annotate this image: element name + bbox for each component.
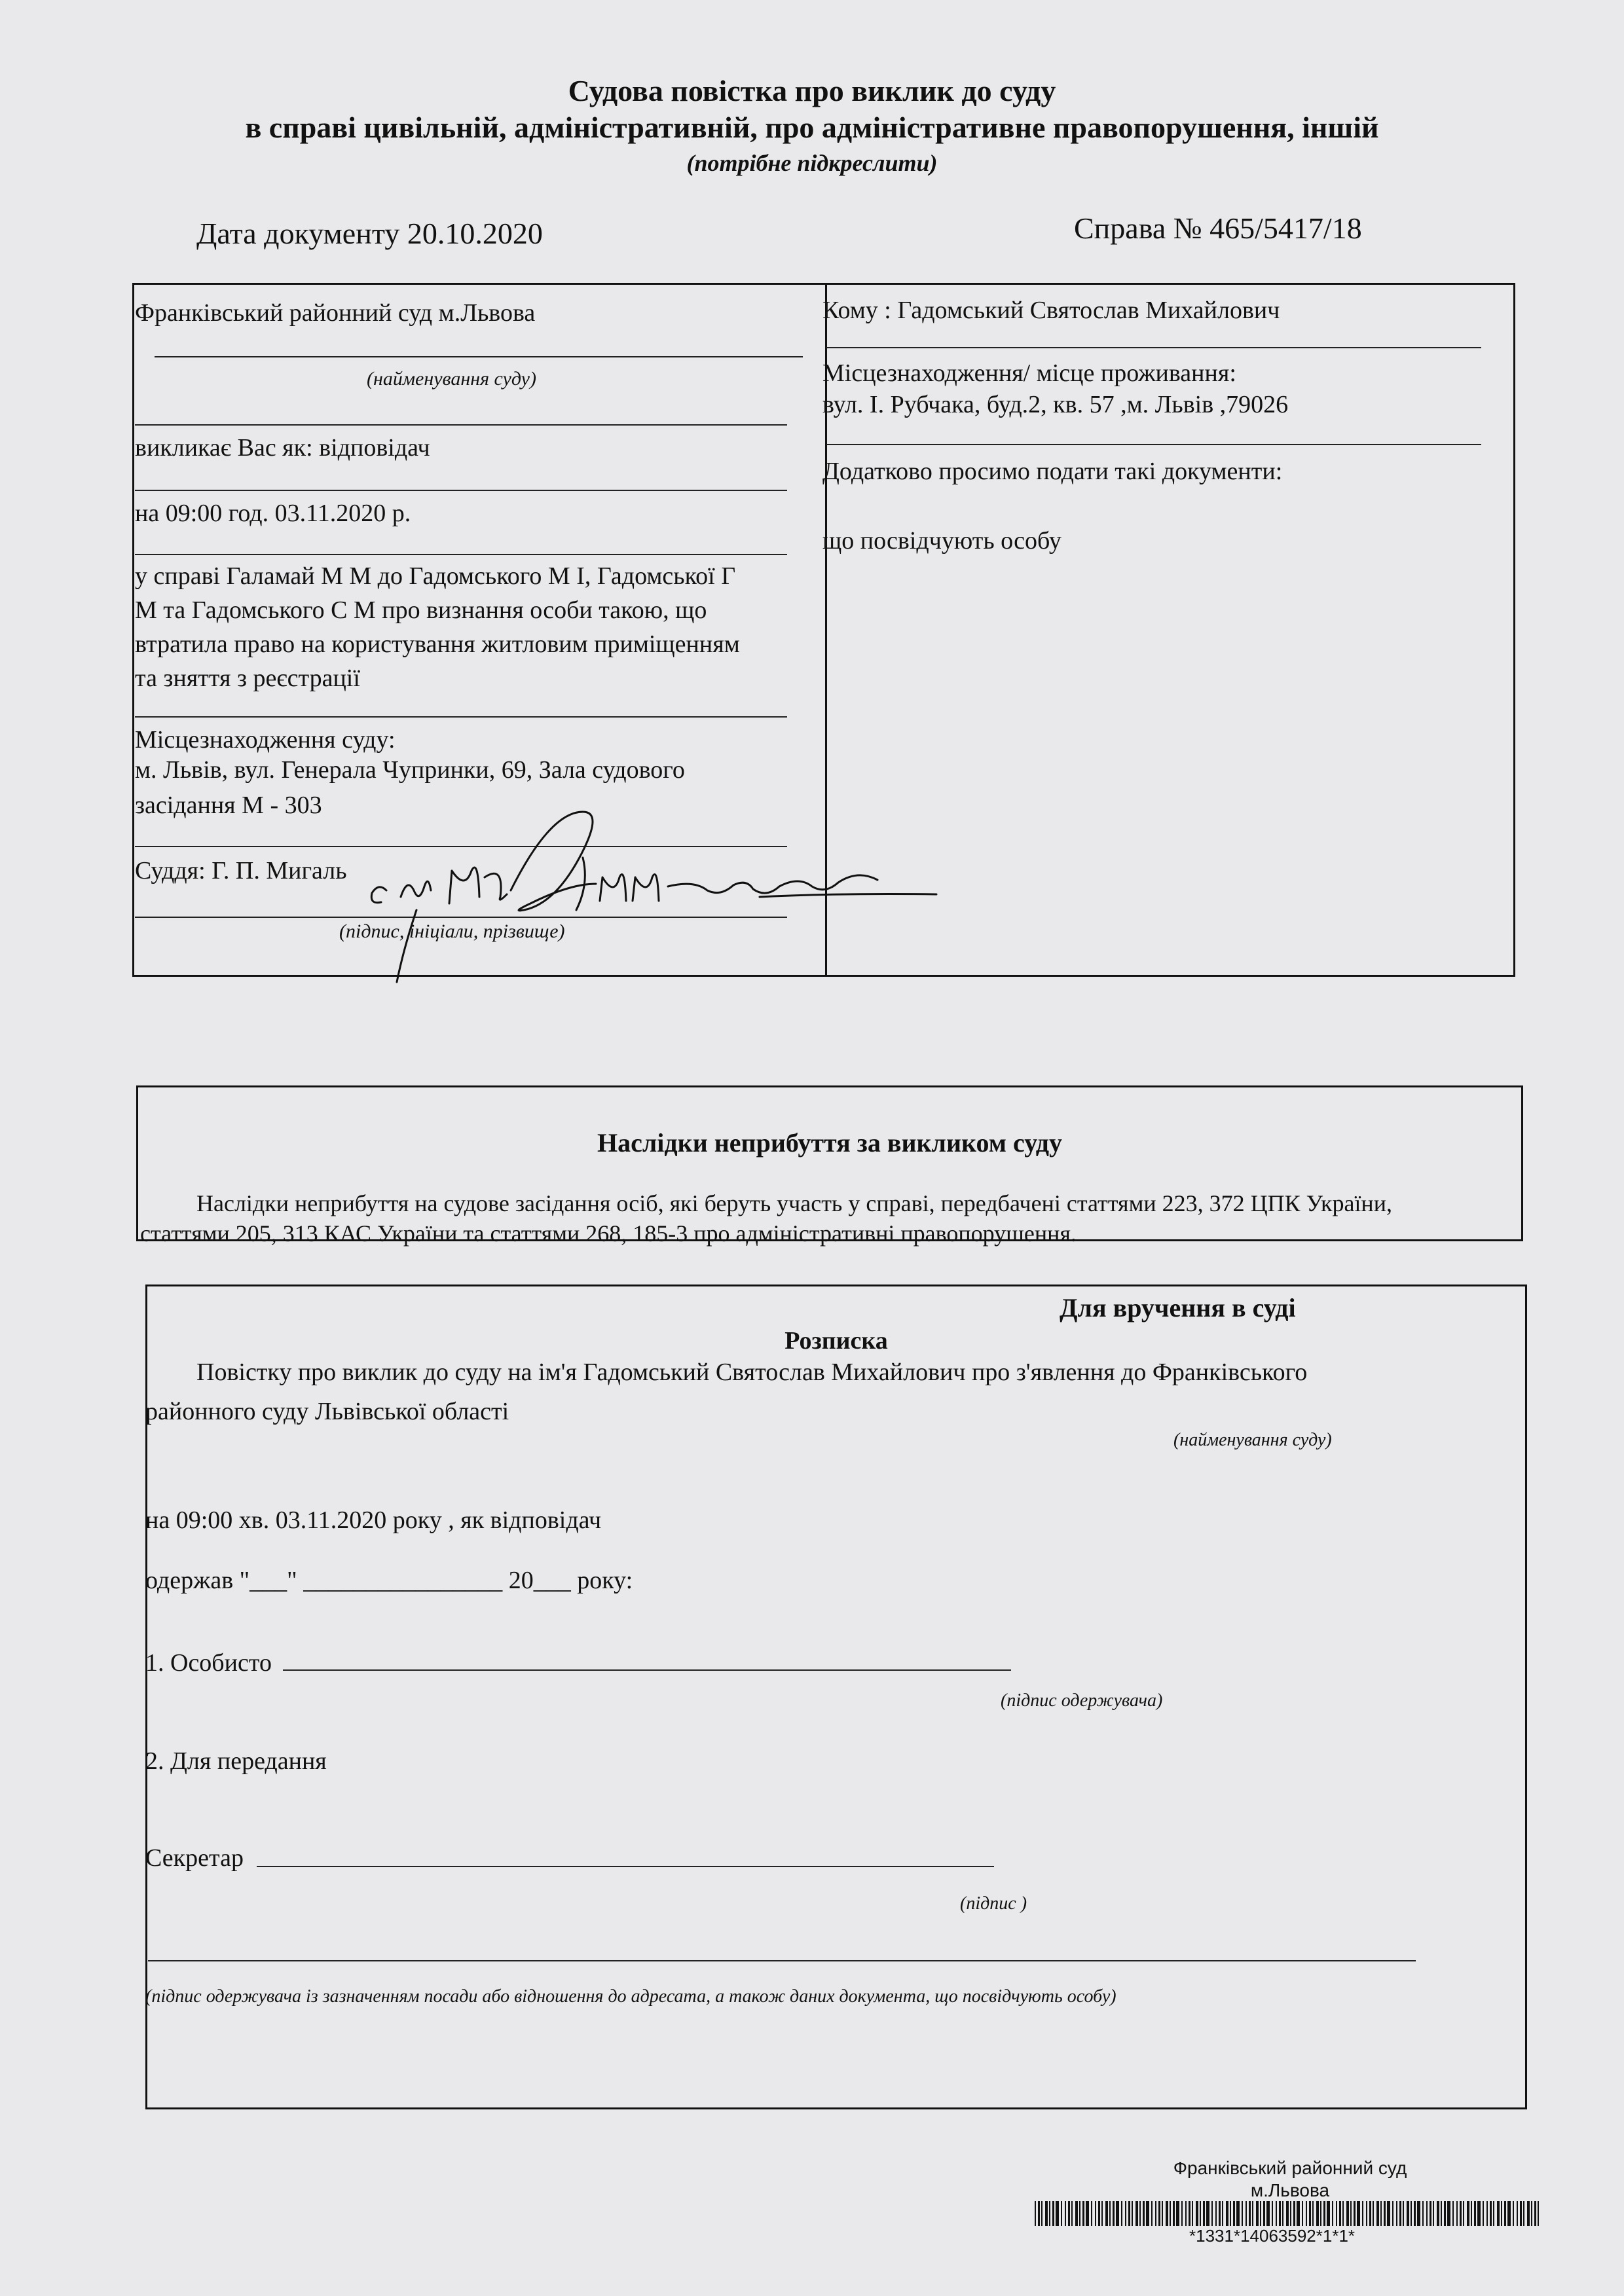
court-location-line-2: засідання М - 303 — [135, 792, 322, 819]
personally-signature-line — [283, 1669, 1011, 1671]
document-date: Дата документу 20.10.2020 — [196, 217, 543, 250]
separator — [135, 716, 787, 718]
hearing-time: на 09:00 год. 03.11.2020 р. — [135, 500, 411, 527]
address-label: Місцезнаходження/ місце проживання: — [822, 359, 1236, 387]
for-court-delivery: Для вручення в суді — [1060, 1293, 1296, 1322]
barcode-number: *1331*14063592*1*1* — [1189, 2226, 1356, 2246]
separator — [135, 490, 787, 491]
case-description-line-3: втратила право на користування житловим приміщенням — [135, 630, 740, 658]
case-description-line-1: у справі Галамай М М до Гадомського М І, Гадомської Г — [135, 562, 736, 590]
consequences-title: Наслідки неприбуття за викликом суду — [597, 1128, 1062, 1157]
barcode-image — [1035, 2201, 1539, 2226]
secretary-label: Секретар — [145, 1844, 244, 1872]
recipient-bottom-line — [148, 1960, 1416, 1961]
separator — [826, 347, 1481, 348]
court-name-underline — [155, 356, 803, 357]
consequences-text-line-2: статтями 205, 313 КАС України та статтями 268, 185-3 про адміністративні правопорушення. — [140, 1220, 1077, 1247]
court-stamp-line-1: Франківський районний суд — [1173, 2158, 1407, 2178]
secretary-signature-caption: (підпис ) — [960, 1893, 1027, 1914]
title-line-2: в справі цивільній, адміністративній, про адміністративне правопорушення, іншій — [245, 111, 1379, 144]
case-number: Справа № 465/5417/18 — [1074, 211, 1362, 245]
judge-name: Суддя: Г. П. Мигаль — [135, 857, 347, 884]
consequences-text-line-1: Наслідки неприбуття на судове засідання осіб, які беруть участь у справі, передбачені статтями 223, 372 ЦПК України, — [196, 1190, 1392, 1216]
court-location-label: Місцезнаходження суду: — [135, 726, 396, 754]
court-location-line-1: м. Львів, вул. Генерала Чупринки, 69, Зала судового — [135, 756, 685, 784]
court-stamp-line-2: м.Львова — [1250, 2180, 1330, 2200]
received-date-line: одержав "___" ________________ 20___ року: — [145, 1567, 633, 1594]
receipt-line-1: Повістку про виклик до суду на ім'я Гадомський Святослав Михайлович про з'явлення до Франківського — [196, 1358, 1308, 1386]
receipt-title: Розписка — [784, 1327, 888, 1355]
personally-label: 1. Особисто — [145, 1649, 272, 1677]
recipient-bottom-caption: (підпис одержувача із зазначенням посади або відношення до адресата, а також даних документа, що посвідчують особу) — [145, 1986, 1116, 2007]
separator — [826, 444, 1481, 445]
documents-required: що посвідчують особу — [822, 527, 1061, 555]
receipt-time: на 09:00 хв. 03.11.2020 року , як відповідач — [145, 1506, 602, 1534]
for-transfer-label: 2. Для передання — [145, 1747, 327, 1775]
secretary-signature-line — [257, 1866, 994, 1867]
case-description-line-2: М та Гадомського С М про визнання особи такою, що — [135, 596, 707, 624]
recipient-name: Кому : Гадомський Святослав Михайлович — [822, 297, 1280, 324]
documents-label: Додатково просимо подати такі документи: — [822, 458, 1283, 485]
judge-signature-image — [354, 805, 943, 989]
recipient-address: вул. І. Рубчака, буд.2, кв. 57 ,м. Львів ,79026 — [822, 391, 1289, 418]
receipt-court-caption: (найменування суду) — [1173, 1430, 1332, 1450]
court-name: Франківський районний суд м.Львова — [135, 299, 536, 327]
summons-role: викликає Вас як: відповідач — [135, 434, 430, 462]
title-note: (потрібне підкреслити) — [686, 150, 938, 176]
separator — [135, 424, 787, 426]
receipt-line-2: районного суду Львівської області — [145, 1398, 509, 1425]
recipient-signature-caption: (підпис одержувача) — [1001, 1690, 1163, 1711]
title-line-1: Судова повістка про виклик до суду — [568, 74, 1056, 107]
court-name-caption: (найменування суду) — [367, 368, 536, 390]
separator — [135, 554, 787, 555]
judge-caption: (підпис, ініціали, прізвище) — [339, 920, 565, 942]
case-description-line-4: та зняття з реєстрації — [135, 665, 360, 692]
